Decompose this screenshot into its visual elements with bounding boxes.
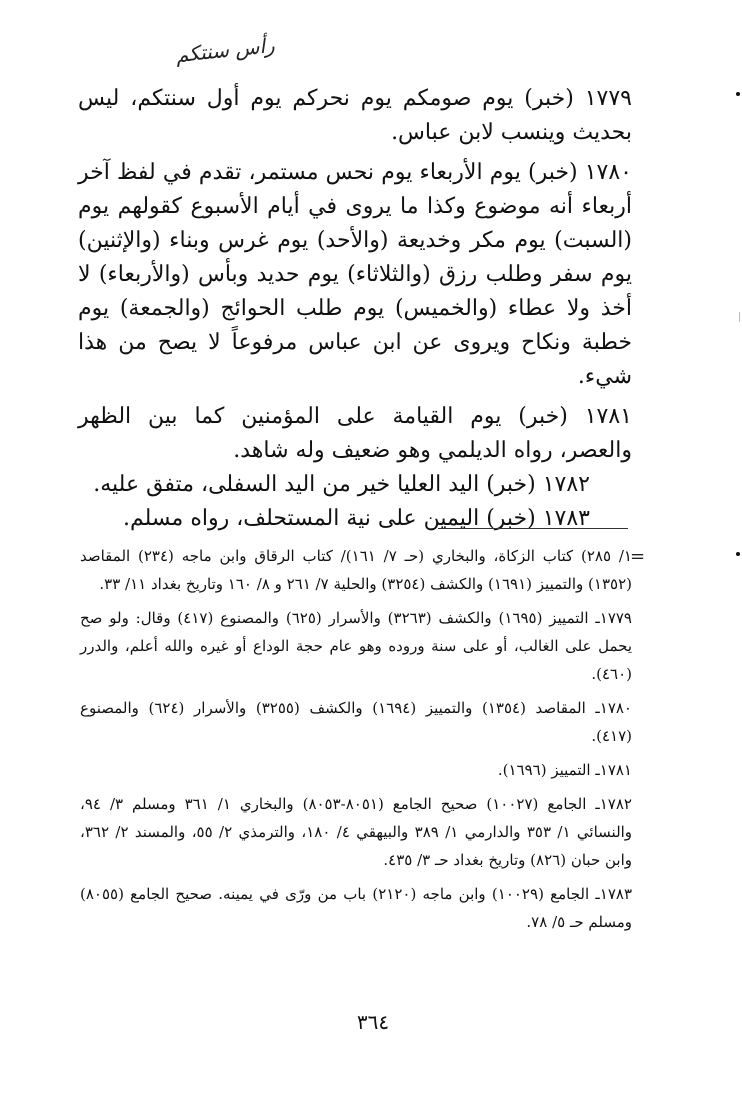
entry-1780: ١٧٨٠ (خبر) يوم الأربعاء يوم نحس مستمر، تقدم في لفظ آخر أربعاء أنه موضوع وكذا ما يروى في أيام الأسبوع كقولهم يوم (السبت) يوم مكر وخديعة (والأحد) يوم غرس وبناء (والإثنين) يوم سفر وطلب رزق (والثلاثاء) يوم حديد وبأس (والأربعاء) لا أخذ ولا عطاء (والخميس) يوم طلب الحوائج (والجمعة) يوم خطبة ونكاح ويروى عن ابن عباس مرفوعاً لا يصح من هذا شيء. xyxy=(78,160,633,389)
margin-mark xyxy=(736,552,740,556)
entry-1781: ١٧٨١ (خبر) يوم القيامة على المؤمنين كما بين الظهر والعصر، رواه الديلمي وهو ضعيف وله شاهد. xyxy=(78,404,632,463)
footnote-1780: ١٧٨٠ـ المقاصد (١٣٥٤) والتمييز (١٦٩٤) والكشف (٣٢٥٥) والأسرار (٦٢٤) والمصنوع (٤١٧). xyxy=(80,699,632,745)
continuation-mark: = xyxy=(630,546,646,567)
page-number: ٣٦٤ xyxy=(356,1010,390,1034)
main-text xyxy=(78,82,632,536)
entry-1783: ١٧٨٣ (خبر) اليمين على نية المستحلف، رواه مسلم. xyxy=(123,506,590,531)
margin-mark xyxy=(736,92,740,96)
footnote-divider xyxy=(438,528,628,529)
entry-1779: ١٧٧٩ (خبر) يوم صومكم يوم نحركم يوم أول سنتكم، ليس بحديث وينسب لابن عباس. xyxy=(78,86,632,145)
footnote-1781: ١٧٨١ـ التمييز (١٦٩٦). xyxy=(497,761,632,779)
entry-1782: ١٧٨٢ (خبر) اليد العليا خير من اليد السفلى، متفق عليه. xyxy=(93,472,590,497)
footnote-1782: ١٧٨٢ـ الجامع (١٠٠٢٧) صحيح الجامع (٨٠٥١-٨٠٥٣) والبخاري ١/ ٣٦١ ومسلم ٣/ ٩٤، والنسائي ١/ ٣٥٣ والدارمي ١/ ٣٨٩ والبيهقي ٤/ ١٨٠، والترمذي ٢/ ٥٥، والمسند ٢/ ٣٦٢، وابن حبان (٨٢٦) وتاريخ بغداد حـ ٣/ ٤٣٥. xyxy=(80,795,633,869)
footnote-1779: ١٧٧٩ـ التمييز (١٦٩٥) والكشف (٣٢٦٣) والأسرار (٦٢٥) والمصنوع (٤١٧) وقال: ولو صح يحمل على الغالب، أو على سنة وروده وهو عام حجة الوداع أو غيره والله أعلم، والدرر (٤٦٠). xyxy=(80,609,632,683)
margin-mark xyxy=(739,312,740,322)
footnote-continued: ١/ ٢٨٥) كتاب الزكاة، والبخاري (حـ ٧/ ١٦١)/ كتاب الرقاق وابن ماجه (٢٣٤) المقاصد (١٣٥٢) والتمييز (١٦٩١) والكشف (٣٢٥٤) والحلية ٧/ ٢٦١ و ٨/ ١٦٠ وتاريخ بغداد ١١/ ٣٣. xyxy=(80,547,632,593)
handwritten-annotation: رأس سنتكم xyxy=(174,32,276,68)
footnotes xyxy=(80,542,632,942)
footnote-1783: ١٧٨٣ـ الجامع (١٠٠٢٩) وابن ماجه (٢١٢٠) باب من ورّى في يمينه. صحيح الجامع (٨٠٥٥) ومسلم حـ ٥/ ٧٨. xyxy=(80,885,633,931)
